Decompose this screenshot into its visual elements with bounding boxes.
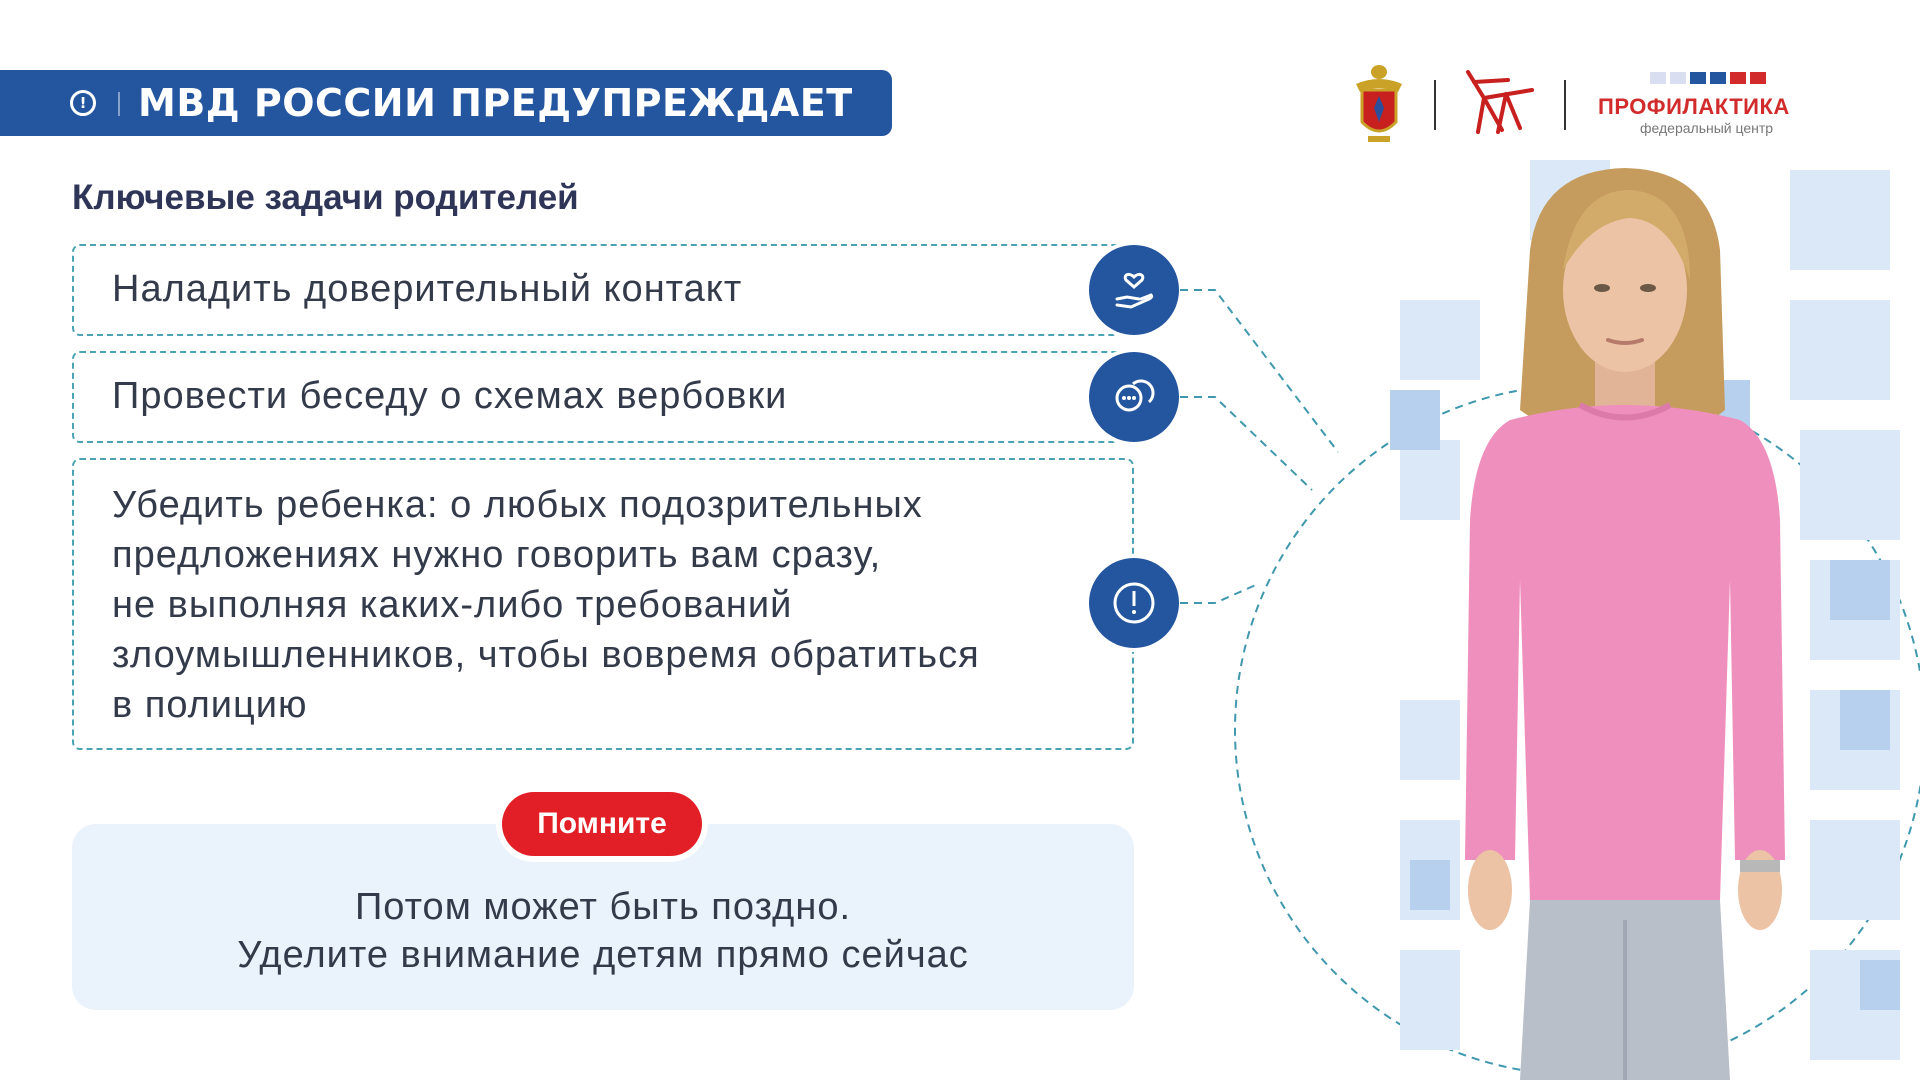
connector-line [1180, 397, 1312, 490]
task-text: Провести беседу о схемах вербовки [112, 375, 788, 417]
exclamation-circle-icon: ! [70, 90, 96, 116]
task-text: Наладить доверительный контакт [112, 268, 743, 310]
connector-line [1180, 290, 1338, 452]
remember-line: Уделите внимание детям прямо сейчас [237, 934, 969, 976]
task-line: злоумышленников, чтобы вовремя обратиться [112, 634, 980, 676]
brand-subtitle: федеральный центр [1640, 120, 1774, 136]
task-line: в полицию [112, 684, 308, 726]
brand-name: ПРОФИЛАКТИКА [1598, 94, 1790, 119]
section-title: Ключевые задачи родителей [72, 178, 579, 217]
remember-line: Потом может быть поздно. [354, 886, 852, 928]
task-line: предложениях нужно говорить вам сразу, [112, 534, 882, 576]
task-line: не выполняя каких-либо требований [112, 584, 793, 626]
task-line: Убедить ребенка: о любых подозрительных [112, 484, 923, 526]
person-illustration [1390, 160, 1920, 1080]
remember-badge: Помните [502, 792, 702, 856]
banner-title: МВД РОССИИ ПРЕДУПРЕЖДАЕТ [138, 81, 853, 125]
photo-area [1390, 160, 1920, 1080]
connector-line [1180, 584, 1258, 603]
